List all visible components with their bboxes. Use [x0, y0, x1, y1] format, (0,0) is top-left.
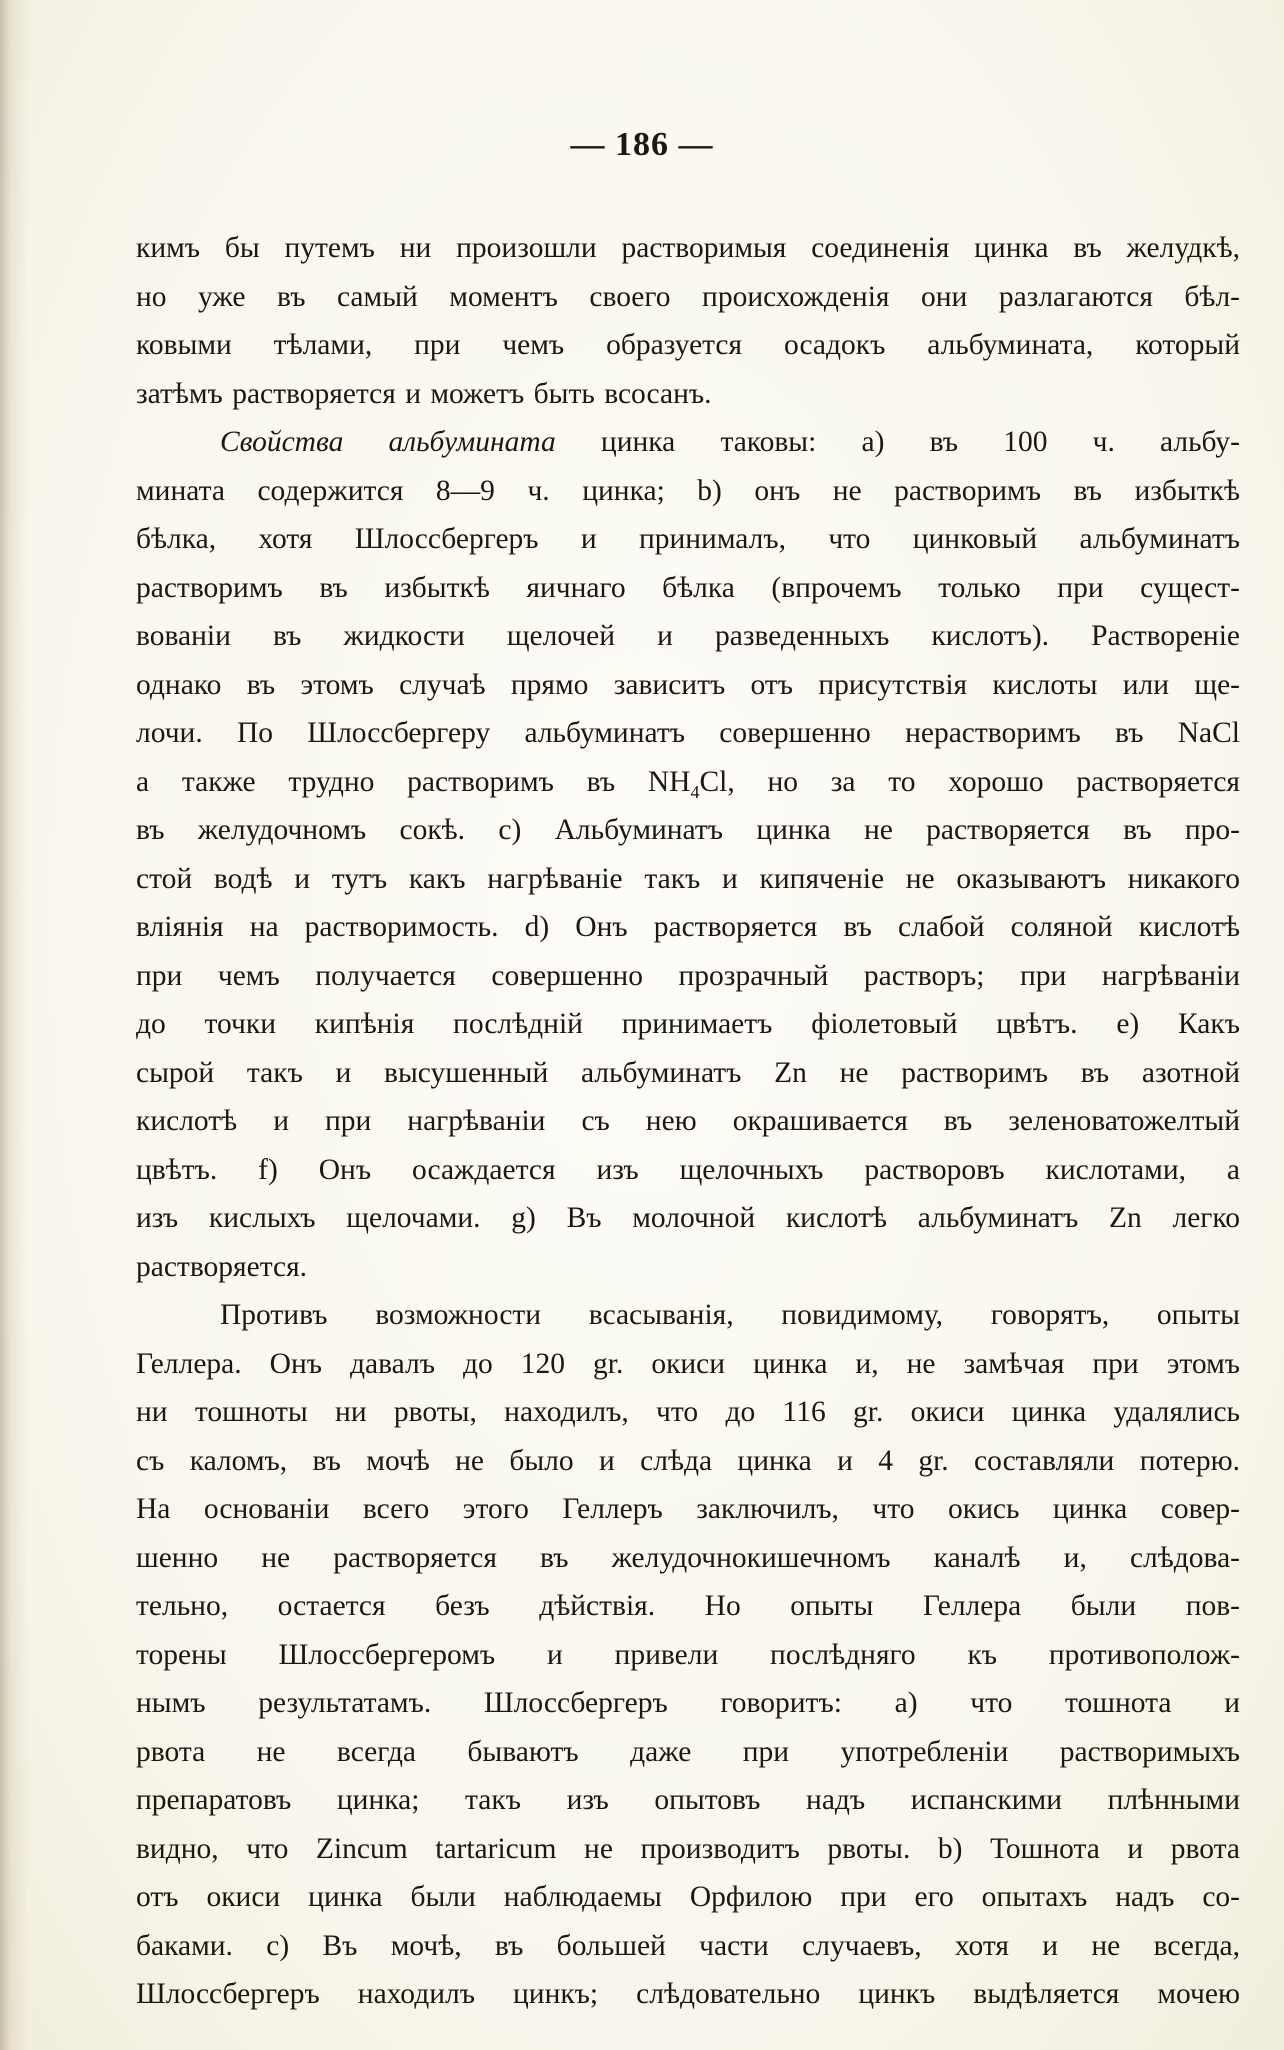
text-span: Cl, но за то хорошо растворяется: [699, 765, 1240, 798]
text-line: при чемъ получается совершенно прозрачный растворъ; при нагрѣваніи: [136, 959, 1240, 992]
text-line: Противъ возможности всасыванія, повидимому, говорятъ, опыты: [220, 1299, 1240, 1331]
text-line: но уже въ самый моментъ своего происхожденія они разлагаются бѣл-: [136, 280, 1240, 313]
text-line: сырой такъ и высушенный альбуминатъ Zn не растворимъ въ азотной: [136, 1056, 1240, 1089]
text-line: съ каломъ, въ мочѣ не было и слѣда цинка и 4 gr. составляли потерю.: [136, 1444, 1240, 1477]
text-line: ни тошноты ни рвоты, находилъ, что до 116 gr. окиси цинка удалялись: [136, 1396, 1240, 1428]
text-line: изъ кислыхъ щелочами. g) Въ молочной кислотѣ альбуминатъ Zn легко: [136, 1202, 1240, 1234]
text-line: до точки кипѣнія послѣдній принимаетъ фіолетовый цвѣтъ. е) Какъ: [136, 1008, 1240, 1040]
text-line: растворимъ въ избыткѣ яичнаго бѣлка (впрочемъ только при сущест-: [136, 571, 1240, 604]
subscript: 4: [690, 781, 700, 802]
text-line: растворяется.: [136, 1250, 308, 1283]
text-line: затѣмъ растворяется и можетъ быть всосанъ.: [136, 377, 712, 410]
text-line: торены Шлоссбергеромъ и привели послѣдняго къ противополож-: [136, 1638, 1240, 1671]
text-line: вліянія на растворимость. d) Онъ растворяется въ слабой соляной кислотѣ: [136, 911, 1240, 943]
text-line: вованіи въ жидкости щелочей и разведенныхъ кислотъ). Растворенiе: [136, 620, 1240, 652]
page-body: [136, 224, 1240, 2019]
text-line: тельно, остается безъ дѣйствія. Но опыты Геллера были пов-: [136, 1590, 1240, 1622]
text-line: мината содержится 8—9 ч. цинка; b) онъ не растворимъ въ избыткѣ: [136, 474, 1240, 507]
text-line: видно, что Zincum tartaricum не производитъ рвоты. b) Тошнота и рвота: [136, 1832, 1240, 1865]
text-span: а также трудно растворимъ въ NH: [136, 765, 691, 798]
text-line: бѣлка, хотя Шлоссбергеръ и принималъ, что цинковый альбуминатъ: [136, 523, 1240, 555]
section-heading: Свойства альбумината: [220, 426, 556, 458]
text-line: рвота не всегда бываютъ даже при употребленіи растворимыхъ: [136, 1735, 1240, 1768]
text-line: нымъ результатамъ. Шлоссбергеръ говоритъ: а) что тошнота и: [136, 1687, 1240, 1719]
text-line: Геллера. Онъ давалъ до 120 gr. окиси цинка и, не замѣчая при этомъ: [136, 1347, 1240, 1380]
text-line: лочи. По Шлоссбергеру альбуминатъ совершенно нерастворимъ въ NaCl: [136, 717, 1240, 749]
text-line: Шлоссбергеръ находилъ цинкъ; слѣдовательно цинкъ выдѣляется мочею: [136, 1978, 1240, 2010]
text-line: На основаніи всего этого Геллеръ заключилъ, что окись цинка совер-: [136, 1493, 1240, 1525]
text-line: шенно не растворяется въ желудочнокишечномъ каналѣ и, слѣдова-: [136, 1541, 1240, 1574]
text-span: цинка таковы: а) въ 100 ч. альбу-: [555, 426, 1240, 458]
text-line: препаратовъ цинка; такъ изъ опытовъ надъ испанскими плѣнными: [136, 1784, 1240, 1816]
text-line: кимъ бы путемъ ни произошли растворимыя соединенія цинка въ желудкѣ,: [136, 232, 1240, 264]
text-line: отъ окиси цинка были наблюдаемы Орфилою при его опытахъ надъ со-: [136, 1881, 1240, 1913]
text-line: въ желудочномъ сокѣ. с) Альбуминатъ цинка не растворяется въ про-: [136, 814, 1240, 846]
text-line: кислотѣ и при нагрѣваніи съ нею окрашивается въ зеленоватожелтый: [136, 1105, 1240, 1137]
text-line: однако въ этомъ случаѣ прямо зависитъ отъ присутствія кислоты или ще-: [136, 668, 1240, 701]
text-line: [136, 418, 1240, 467]
text-line: баками. с) Въ мочѣ, въ большей части случаевъ, хотя и не всегда,: [136, 1929, 1240, 1962]
text-line: [136, 758, 1240, 807]
page-number: — 186 —: [570, 126, 714, 163]
text-line: стой водѣ и тутъ какъ нагрѣваніе такъ и кипяченіе не оказываютъ никакого: [136, 862, 1240, 895]
text-line: ковыми тѣлами, при чемъ образуется осадокъ альбумината, который: [136, 329, 1240, 361]
text-line: цвѣтъ. f) Онъ осаждается изъ щелочныхъ растворовъ кислотами, а: [136, 1153, 1240, 1186]
